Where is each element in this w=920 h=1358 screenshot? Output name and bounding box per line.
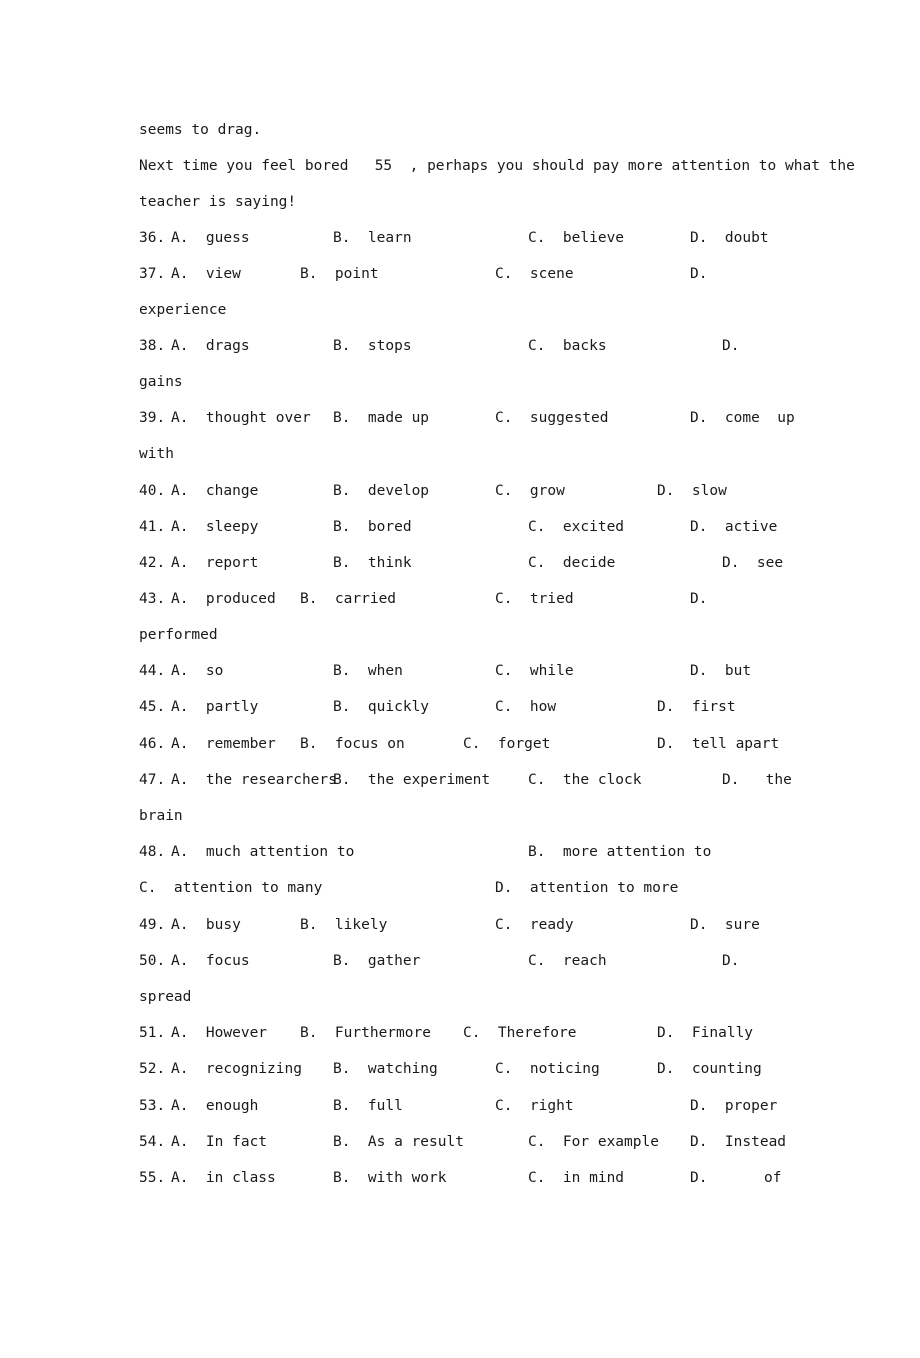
question-51 bbox=[139, 1021, 754, 1045]
question-47 bbox=[139, 768, 792, 792]
question-number: 48. bbox=[139, 844, 166, 860]
question-number: 44. bbox=[139, 663, 166, 679]
question-50 bbox=[139, 949, 740, 973]
option-d: D. Instead bbox=[690, 1134, 787, 1150]
option-d-wrap: with bbox=[139, 446, 174, 462]
option-c: C. the clock bbox=[528, 772, 642, 788]
question-number: 40. bbox=[139, 483, 166, 499]
question-44 bbox=[139, 659, 752, 683]
question-number: 55. bbox=[139, 1170, 166, 1186]
option-a: A. guess bbox=[171, 230, 250, 246]
option-d: D. counting bbox=[657, 1061, 762, 1077]
option-d: D. Finally bbox=[657, 1025, 754, 1041]
option-c: C. how bbox=[495, 699, 557, 715]
question-number: 42. bbox=[139, 555, 166, 571]
option-d: D. proper bbox=[690, 1098, 778, 1114]
option-b: B. As a result bbox=[333, 1134, 464, 1150]
option-b: B. stops bbox=[333, 338, 412, 354]
question-53 bbox=[139, 1094, 778, 1118]
question-number: 53. bbox=[139, 1098, 166, 1114]
option-c: C. while bbox=[495, 663, 574, 679]
option-d: D. slow bbox=[657, 483, 727, 499]
option-d: D. active bbox=[690, 519, 778, 535]
passage-line: Next time you feel bored 55 , perhaps you should pay more attention to what the bbox=[139, 158, 855, 174]
question-37 bbox=[139, 262, 708, 286]
option-d: D. see bbox=[722, 555, 784, 571]
option-a: A. busy bbox=[171, 917, 241, 933]
option-c: C. scene bbox=[495, 266, 574, 282]
option-b: B. the experiment bbox=[333, 772, 491, 788]
question-number: 52. bbox=[139, 1061, 166, 1077]
option-d: D. bbox=[690, 266, 708, 282]
option-c: C. For example bbox=[528, 1134, 659, 1150]
option-c: C. decide bbox=[528, 555, 616, 571]
option-c: C. noticing bbox=[495, 1061, 600, 1077]
question-number: 47. bbox=[139, 772, 166, 788]
option-a: A. produced bbox=[171, 591, 276, 607]
question-52 bbox=[139, 1057, 762, 1081]
option-a: A. However bbox=[171, 1025, 268, 1041]
option-c: C. Therefore bbox=[463, 1025, 577, 1041]
option-a: A. enough bbox=[171, 1098, 259, 1114]
question-number: 38. bbox=[139, 338, 166, 354]
question-number: 36. bbox=[139, 230, 166, 246]
option-a: A. report bbox=[171, 555, 259, 571]
option-d: D. but bbox=[690, 663, 752, 679]
option-b: B. bored bbox=[333, 519, 412, 535]
option-b: B. when bbox=[333, 663, 403, 679]
question-number: 41. bbox=[139, 519, 166, 535]
option-b: B. full bbox=[333, 1098, 403, 1114]
option-c: C. suggested bbox=[495, 410, 609, 426]
option-d-wrap: brain bbox=[139, 808, 183, 824]
option-c: C. forget bbox=[463, 736, 551, 752]
question-48-line2 bbox=[139, 876, 679, 900]
option-b: B. watching bbox=[333, 1061, 438, 1077]
option-d: D. bbox=[690, 1170, 708, 1186]
question-43 bbox=[139, 587, 708, 611]
option-d: D. doubt bbox=[690, 230, 769, 246]
question-39 bbox=[139, 406, 795, 430]
option-a: A. remember bbox=[171, 736, 276, 752]
option-d: D. sure bbox=[690, 917, 760, 933]
option-b: B. made up bbox=[333, 410, 430, 426]
option-b: B. develop bbox=[333, 483, 430, 499]
option-b: B. gather bbox=[333, 953, 421, 969]
passage-line: seems to drag. bbox=[139, 122, 262, 138]
option-a: A. partly bbox=[171, 699, 259, 715]
option-c: C. excited bbox=[528, 519, 625, 535]
question-40 bbox=[139, 479, 727, 503]
option-d: D. come up bbox=[690, 410, 795, 426]
option-d: D. the bbox=[722, 772, 792, 788]
option-b: B. more attention to bbox=[528, 844, 712, 860]
option-c: C. in mind bbox=[528, 1170, 625, 1186]
question-55 bbox=[139, 1166, 782, 1190]
option-d-wrap: experience bbox=[139, 302, 227, 318]
option-c: C. reach bbox=[528, 953, 607, 969]
option-b: B. carried bbox=[300, 591, 397, 607]
question-number: 54. bbox=[139, 1134, 166, 1150]
option-a: A. focus bbox=[171, 953, 250, 969]
option-a: A. change bbox=[171, 483, 259, 499]
question-number: 39. bbox=[139, 410, 166, 426]
question-49 bbox=[139, 913, 760, 937]
option-a: A. drags bbox=[171, 338, 250, 354]
option-a: A. recognizing bbox=[171, 1061, 302, 1077]
option-a: A. In fact bbox=[171, 1134, 268, 1150]
question-46 bbox=[139, 732, 780, 756]
option-a: A. the researchers bbox=[171, 772, 337, 788]
option-b: B. point bbox=[300, 266, 379, 282]
option-d: D. bbox=[722, 953, 740, 969]
option-d-wrap: spread bbox=[139, 989, 192, 1005]
option-b: B. think bbox=[333, 555, 412, 571]
option-c: C. believe bbox=[528, 230, 625, 246]
question-41 bbox=[139, 515, 778, 539]
question-number: 37. bbox=[139, 266, 166, 282]
question-number: 45. bbox=[139, 699, 166, 715]
option-d: D. attention to more bbox=[495, 880, 679, 896]
question-36 bbox=[139, 226, 769, 250]
question-number: 49. bbox=[139, 917, 166, 933]
option-c: C. attention to many bbox=[139, 880, 323, 896]
option-c: C. tried bbox=[495, 591, 574, 607]
option-d: D. bbox=[690, 591, 708, 607]
option-a: A. so bbox=[171, 663, 224, 679]
option-a: A. view bbox=[171, 266, 241, 282]
question-number: 51. bbox=[139, 1025, 166, 1041]
passage-line: teacher is saying! bbox=[139, 194, 297, 210]
question-number: 43. bbox=[139, 591, 166, 607]
option-c: C. right bbox=[495, 1098, 574, 1114]
option-d: D. tell apart bbox=[657, 736, 780, 752]
option-d: D. bbox=[722, 338, 740, 354]
question-38 bbox=[139, 334, 740, 358]
question-45 bbox=[139, 695, 736, 719]
question-42 bbox=[139, 551, 784, 575]
option-d-wrap: gains bbox=[139, 374, 183, 390]
question-number: 50. bbox=[139, 953, 166, 969]
option-d-text: of bbox=[764, 1170, 782, 1186]
question-number: 46. bbox=[139, 736, 166, 752]
option-b: B. with work bbox=[333, 1170, 447, 1186]
option-a: A. in class bbox=[171, 1170, 276, 1186]
option-b: B. focus on bbox=[300, 736, 405, 752]
option-b: B. quickly bbox=[333, 699, 430, 715]
option-b: B. Furthermore bbox=[300, 1025, 431, 1041]
option-b: B. likely bbox=[300, 917, 388, 933]
option-c: C. ready bbox=[495, 917, 574, 933]
question-54 bbox=[139, 1130, 787, 1154]
option-b: B. learn bbox=[333, 230, 412, 246]
option-c: C. grow bbox=[495, 483, 565, 499]
option-d: D. first bbox=[657, 699, 736, 715]
option-a: A. much attention to bbox=[171, 844, 355, 860]
option-c: C. backs bbox=[528, 338, 607, 354]
option-a: A. sleepy bbox=[171, 519, 259, 535]
option-d-wrap: performed bbox=[139, 627, 218, 643]
option-a: A. thought over bbox=[171, 410, 311, 426]
question-48 bbox=[139, 840, 712, 864]
